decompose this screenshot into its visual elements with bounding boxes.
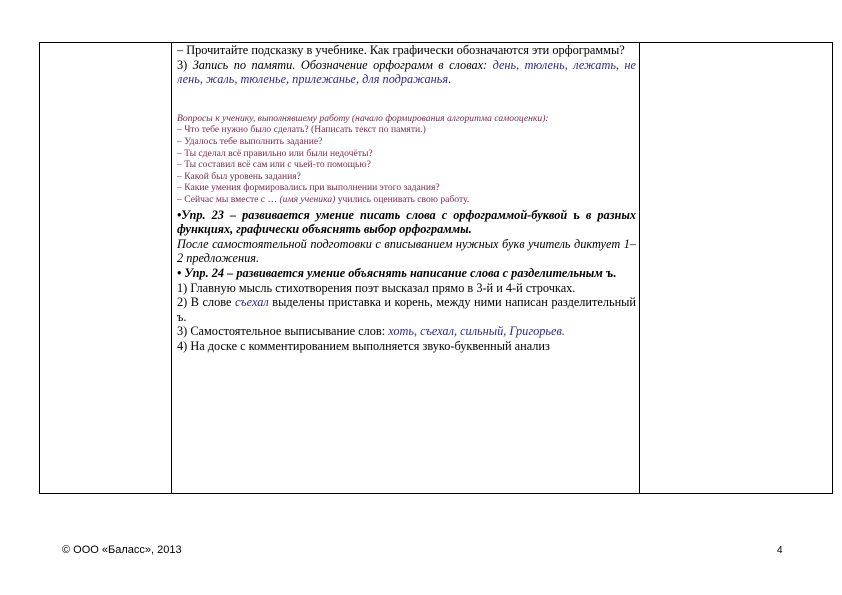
question-item: – Ты составил всё сам или с чьей-то помощью? bbox=[177, 159, 371, 171]
exercise-23-note: После самостоятельной подготовки с вписыванием нужных букв учитель диктует 1–2 предложения. bbox=[177, 236, 636, 266]
questions-title: Вопросы к ученику, выполнявшему работу (начало формирования алгоритма самооценки): bbox=[177, 112, 549, 124]
right-cell bbox=[640, 43, 833, 494]
task3-label: Запись по памяти. Обозначение орфограмм в словах: bbox=[192, 57, 488, 72]
p3-b: хоть, съехал, сильный, Григорьев. bbox=[388, 324, 565, 339]
ex23-a: •Упр. 23 – bbox=[177, 207, 243, 222]
question-item-last bbox=[177, 194, 636, 206]
exercise-23 bbox=[177, 208, 636, 237]
question-item: – Ты сделал всё правильно или были недочёты? bbox=[177, 147, 373, 159]
q-last-c: учились оценивать свою работу. bbox=[335, 193, 470, 205]
point-3 bbox=[177, 324, 636, 339]
left-cell bbox=[40, 43, 172, 494]
ex24-a: • Упр. 24 – bbox=[177, 265, 237, 280]
ex23-c: ь bbox=[573, 207, 580, 222]
content-text bbox=[177, 43, 636, 493]
page-number: 4 bbox=[777, 545, 783, 556]
question-item: – Удалось тебе выполнить задание? bbox=[177, 135, 323, 147]
task3-paragraph bbox=[177, 58, 636, 87]
spacer bbox=[177, 87, 636, 113]
point-2 bbox=[177, 295, 636, 324]
task3-num: 3) bbox=[177, 57, 193, 72]
footer-copyright: © ООО «Баласс», 2013 bbox=[62, 544, 182, 556]
ex23-b: развивается умение писать слова с орфограммой-буквой bbox=[242, 207, 574, 222]
q-last-b: (имя ученика) bbox=[279, 193, 336, 205]
task3-end: . bbox=[448, 72, 452, 87]
p3-a: 3) Самостоятельное выписывание слов: bbox=[177, 324, 389, 339]
table-row bbox=[40, 43, 833, 494]
exercise-24 bbox=[177, 266, 636, 281]
ex24-d: . bbox=[613, 265, 617, 280]
p2-b: съехал bbox=[234, 295, 269, 310]
lesson-table bbox=[39, 42, 833, 494]
question-item: – Какие умения формировались при выполнении этого задания? bbox=[177, 182, 440, 194]
point-1: 1) Главную мысль стихотворения поэт высказал прямо в 3-й и 4-й строчках. bbox=[177, 280, 576, 295]
p2-a: 2) В слове bbox=[177, 295, 235, 310]
q-last-a: – Сейчас мы вместе с … bbox=[177, 193, 280, 205]
question-item: – Какой был уровень задания? bbox=[177, 170, 301, 182]
task3-words: день, тюлень, лежать, не лень, жаль, тюленье, прилежанье, для подражанья bbox=[177, 57, 636, 87]
ex24-b: развивается умение объяснять написание слова с разделительным bbox=[236, 265, 606, 280]
hint-line: – Прочитайте подсказку в учебнике. Как графически обозначаются эти орфограммы? bbox=[177, 43, 625, 57]
point-4: 4) На доске с комментированием выполняется звуко-буквенный анализ bbox=[177, 338, 550, 353]
p2-c: выделены приставка и корень, между ними написан разделительный ъ. bbox=[177, 295, 636, 324]
ex23-d: в разных функциях, графически объяснять выбор орфограммы. bbox=[177, 207, 636, 237]
content-cell bbox=[172, 43, 640, 494]
ex24-c: ъ bbox=[605, 265, 614, 280]
question-item: – Что тебе нужно было сделать? (Написать текст по памяти.) bbox=[177, 124, 426, 136]
